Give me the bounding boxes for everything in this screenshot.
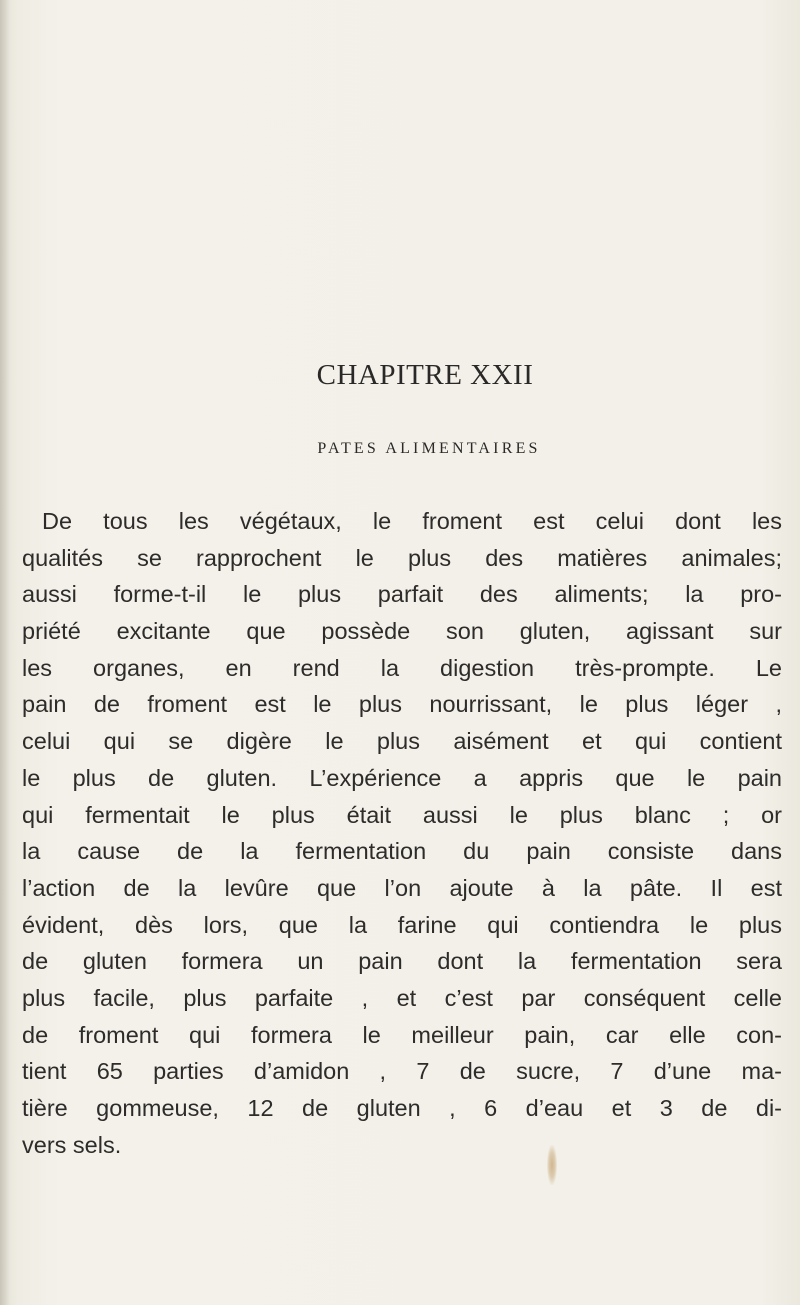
text-line: aussi forme-t-il le plus parfait des aliments; la pro- — [22, 581, 782, 608]
text-line: De tous les végétaux, le froment est celui dont les — [42, 508, 782, 534]
chapter-title: CHAPITRE XXII — [316, 359, 534, 391]
text-line: plus facile, plus parfaite , et c’est par conséquent celle — [22, 984, 782, 1011]
text-line: qui fermentait le plus était aussi le plus blanc ; or — [22, 801, 782, 828]
text-line: tière gommeuse, 12 de gluten , 6 d’eau et 3 de di- — [22, 1095, 782, 1121]
text-line: évident, dès lors, que la farine qui contiendra le plus — [22, 911, 782, 938]
text-line: qualités se rapprochent le plus des matières animales; — [22, 544, 782, 571]
text-line: pain de froment est le plus nourrissant, le plus léger , — [22, 691, 782, 718]
text-line: vers sels. — [22, 1131, 122, 1158]
text-line: priété excitante que possède son gluten, agissant sur — [22, 618, 782, 645]
text-line: la cause de la fermentation du pain consiste dans — [22, 838, 782, 865]
paper-stain — [547, 1145, 557, 1185]
text-line: l’action de la levûre que l’on ajoute à la pâte. Il est — [22, 874, 782, 901]
text-line: tient 65 parties d’amidon , 7 de sucre, 7 d’une ma- — [22, 1058, 782, 1085]
page-gutter — [0, 0, 10, 1305]
text-line: de gluten formera un pain dont la fermentation sera — [22, 948, 782, 975]
chapter-subtitle: PATES ALIMENTAIRES — [317, 440, 541, 457]
text-line: celui qui se digère le plus aisément et qui contient — [22, 728, 782, 755]
text-line: le plus de gluten. L’expérience a appris que le pain — [22, 764, 782, 791]
text-line: de froment qui formera le meilleur pain, car elle con- — [22, 1021, 782, 1048]
text-line: les organes, en rend la digestion très-prompte. Le — [22, 654, 782, 681]
body-paragraph — [22, 503, 782, 1163]
